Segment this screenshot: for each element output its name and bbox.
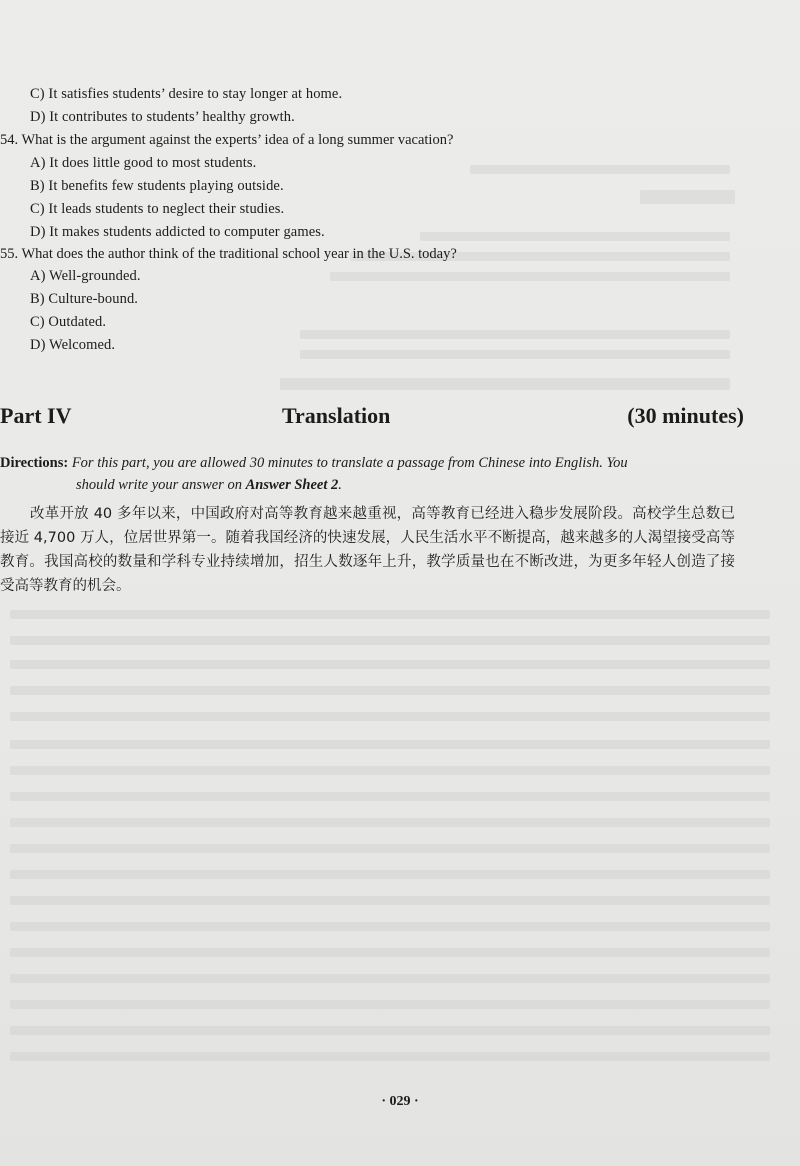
directions-text-2: should write your answer on [76, 477, 242, 493]
directions-line-2 [0, 474, 740, 496]
directions [0, 452, 740, 496]
part-header [0, 403, 800, 437]
q54-option-b: B) It benefits few students playing outside. [30, 178, 284, 194]
q54-option-a: A) It does little good to most students. [30, 155, 257, 171]
option-c: C) It satisfies students’ desire to stay longer at home. [30, 86, 343, 102]
part-label: Part IV [0, 403, 72, 428]
translation-passage: 改革开放 40 多年以来，中国政府对高等教育越来越重视，高等教育已经进入稳步发展阶段。高校学生总数已接近 4,700 万人，位居世界第一。随着我国经济的快速发展，人民生活水平不断提高，越来越多的人渴望接受高等教育。我国高校的数量和学科专业持续增加，招生人数逐年上升，教学质量也在不断改进，为更多年轻人创造了接受高等教育的机会。 [0, 506, 735, 594]
q54-option-d: D) It makes students addicted to computer games. [30, 224, 325, 240]
directions-end: . [338, 477, 342, 493]
answer-sheet-ref: Answer Sheet 2 [245, 477, 339, 493]
q54-option-c: C) It leads students to neglect their studies. [30, 201, 285, 217]
page-number: · 029 · [381, 1094, 419, 1109]
q55-option-b: B) Culture-bound. [30, 291, 139, 307]
directions-label: Directions: [0, 455, 69, 471]
q55-option-d: D) Welcomed. [30, 337, 116, 353]
part-time: (30 minutes) [627, 403, 744, 428]
q55-option-a: A) Well-grounded. [30, 268, 141, 284]
directions-text: For this part, you are allowed 30 minutes to translate a passage from Chinese into English. You [71, 455, 628, 471]
option-d: D) It contributes to students’ healthy growth. [30, 109, 295, 125]
question-54: 54. What is the argument against the experts’ idea of a long summer vacation? [0, 132, 454, 148]
question-55: 55. What does the author think of the traditional school year in the U.S. today? [0, 246, 457, 262]
part-title: Translation [282, 403, 391, 428]
q55-option-c: C) Outdated. [30, 314, 107, 330]
